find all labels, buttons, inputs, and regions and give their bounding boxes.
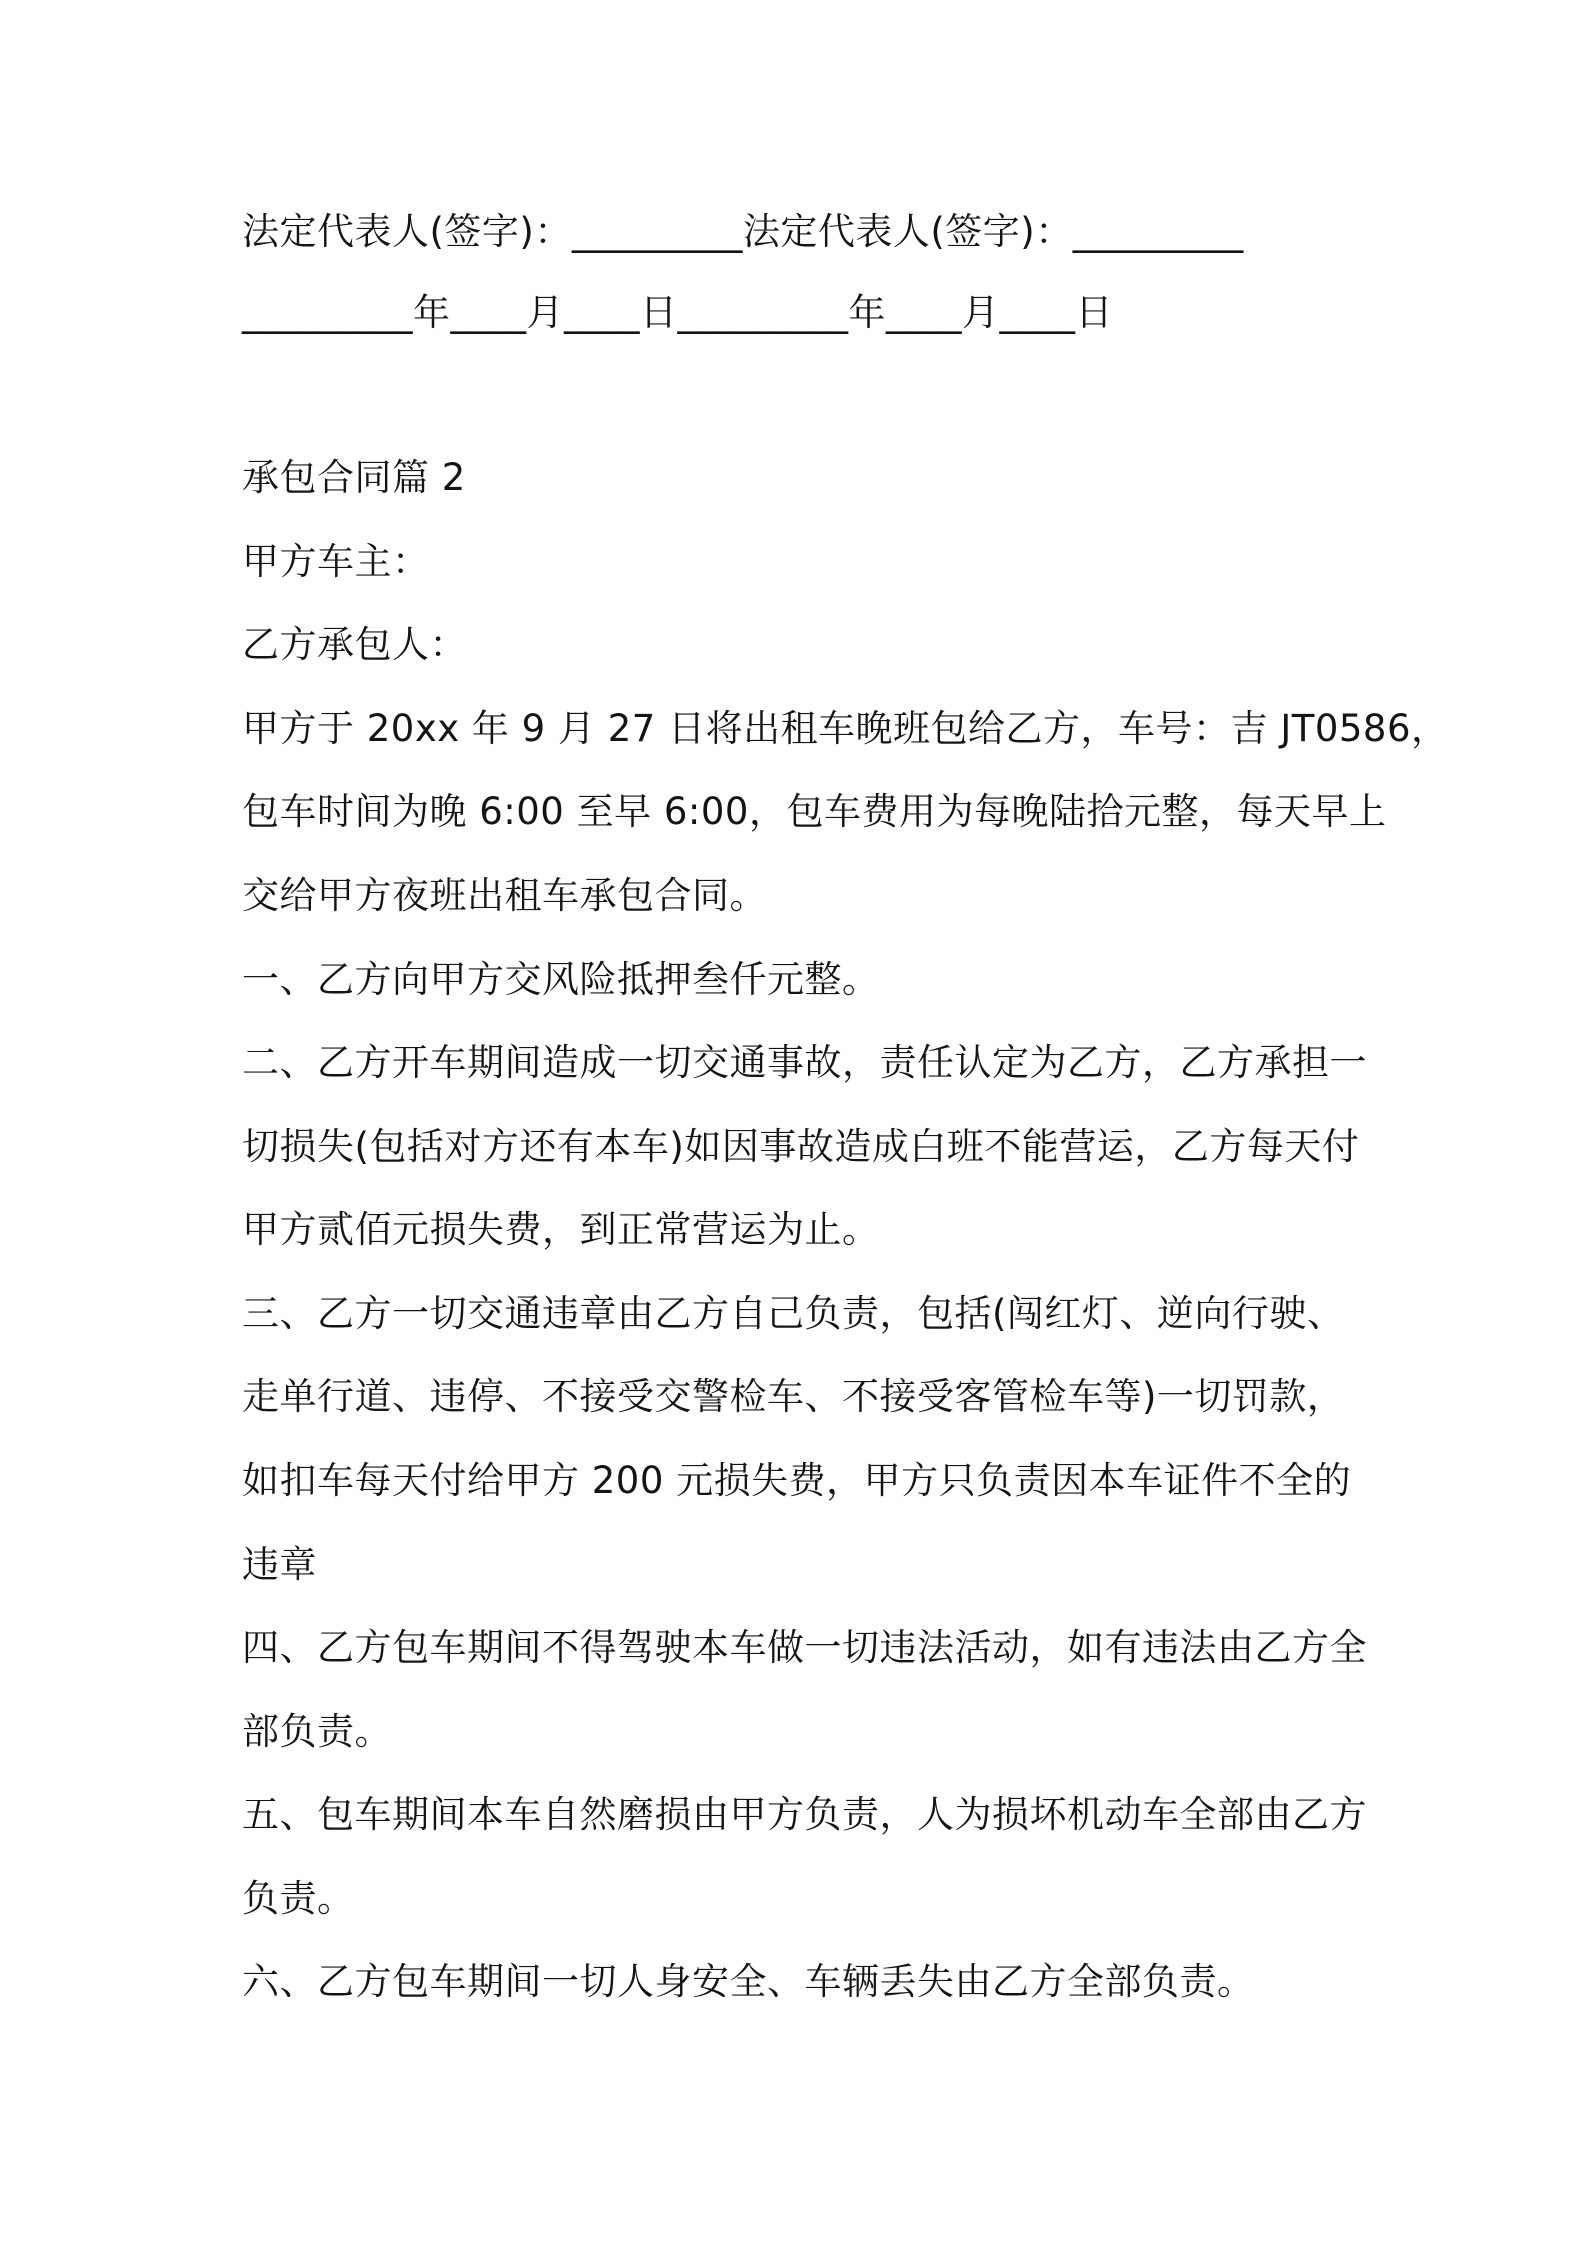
clause-3-line-1: 三、乙方一切交通违章由乙方自己负责，包括(闯红灯、逆向行驶、 bbox=[242, 1292, 1345, 1335]
clause-5-line-2: 负责。 bbox=[242, 1877, 355, 1920]
intro-line-1: 甲方于 20xx 年 9 月 27 日将出租车晚班包给乙方，车号：吉 JT0586， bbox=[242, 707, 1449, 750]
clause-6-line-1: 六、乙方包车期间一切人身安全、车辆丢失由乙方全部负责。 bbox=[242, 1960, 1255, 2003]
party-b-label: 乙方承包人： bbox=[242, 623, 467, 666]
clause-1-line-1: 一、乙方向甲方交风险抵押叁仟元整。 bbox=[242, 958, 880, 1001]
clause-4-line-2: 部负责。 bbox=[242, 1710, 392, 1753]
clause-2-line-1: 二、乙方开车期间造成一切交通事故，责任认定为乙方，乙方承担一 bbox=[242, 1041, 1367, 1084]
clause-3-line-2: 走单行道、违停、不接受交警检车、不接受客管检车等)一切罚款， bbox=[242, 1375, 1345, 1418]
party-a-label: 甲方车主： bbox=[242, 540, 430, 583]
clause-3-line-3: 如扣车每天付给甲方 200 元损失费，甲方只负责因本车证件不全的 bbox=[242, 1459, 1352, 1502]
section-title: 承包合同篇 2 bbox=[242, 456, 466, 499]
signature-date-line: _________年____月____日_________年____月____日 bbox=[242, 291, 1113, 334]
signature-representative-line: 法定代表人(签字)：_________法定代表人(签字)：_________ bbox=[242, 210, 1244, 253]
clause-4-line-1: 四、乙方包车期间不得驾驶本车做一切违法活动，如有违法由乙方全 bbox=[242, 1626, 1367, 1669]
clause-3-line-4: 违章 bbox=[242, 1543, 317, 1586]
clause-2-line-2: 切损失(包括对方还有本车)如因事故造成白班不能营运，乙方每天付 bbox=[242, 1125, 1360, 1168]
intro-line-3: 交给甲方夜班出租车承包合同。 bbox=[242, 874, 767, 917]
intro-line-2: 包车时间为晚 6:00 至早 6:00，包车费用为每晚陆拾元整，每天早上 bbox=[242, 790, 1387, 833]
clause-2-line-3: 甲方贰佰元损失费，到正常营运为止。 bbox=[242, 1208, 880, 1251]
clause-5-line-1: 五、包车期间本车自然磨损由甲方负责，人为损坏机动车全部由乙方 bbox=[242, 1793, 1367, 1836]
